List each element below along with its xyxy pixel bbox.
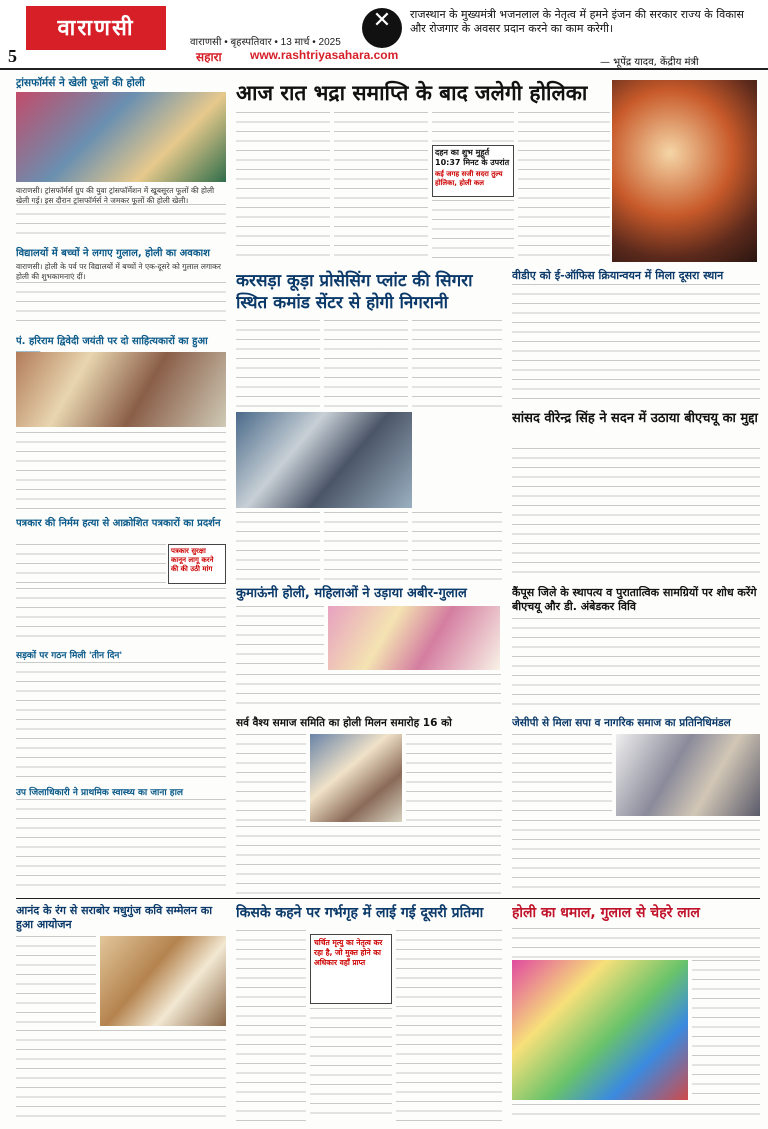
text-filler xyxy=(412,320,502,408)
text-filler xyxy=(16,1030,226,1122)
text-filler xyxy=(518,112,610,262)
text-filler xyxy=(324,320,408,408)
dateline: वाराणसी • बृहस्पतिवार • 13 मार्च • 2025 xyxy=(190,37,341,48)
text-filler xyxy=(236,674,501,710)
story-head-trophy: ट्रांसफॉर्मर्स ने खेली फूलों की होली xyxy=(16,77,145,89)
text-filler xyxy=(512,448,760,578)
text-filler xyxy=(236,606,324,670)
story-head-education: उप जिलाधिकारी ने प्राथमिक स्वास्थ्य का जाना हाल xyxy=(16,788,184,798)
dhamal-headline: होली का धमाल, गुलाल से चेहरे लाल xyxy=(512,905,700,921)
story-head-highway: सड़कों पर गठन मिली 'तीन दिन' xyxy=(16,651,123,661)
text-filler xyxy=(412,512,502,580)
text-filler xyxy=(512,928,760,958)
campus-headline: कैंपूस जिले के स्थापत्य व पुरातात्विक सामग्रियों पर शोध करेंगे बीएचयू और डी. अंबेडकर विवि xyxy=(512,586,757,613)
story-head-journalist: पत्रकार की निर्मम हत्या से आक्रोशित पत्रकारों का प्रदर्शन xyxy=(16,518,221,529)
text-filler xyxy=(310,1008,392,1122)
text-filler xyxy=(16,432,226,510)
photo-holi-celebration xyxy=(512,960,688,1100)
section-divider xyxy=(16,898,760,899)
photo-command-center xyxy=(236,412,412,508)
statue-callout: चर्चित मृत्यु का नेतृत्व कर रहा है, जो मुक्त होने का अधिकार वहाँ प्राप्त xyxy=(310,934,392,1004)
masthead xyxy=(0,0,768,70)
text-filler xyxy=(236,734,306,822)
photo-kumaoni-holi xyxy=(328,606,500,670)
page-number: 5 xyxy=(8,46,17,66)
text-filler xyxy=(16,282,226,328)
text-filler xyxy=(396,930,502,1122)
text-filler xyxy=(16,662,226,782)
story-head-school: विद्यालयों में बच्चों ने लगाए गुलाल, होली का अवकाश xyxy=(16,248,210,259)
reporter-callout: पत्रकार सुरक्षा कानून लागू करने की की उठी मांग xyxy=(168,544,226,584)
text-filler xyxy=(236,930,306,1122)
statue-headline: किसके कहने पर गर्भगृह में लाई गई दूसरी प्रतिमा xyxy=(236,905,484,921)
anand-headline: आनंद के रंग से सराबोर मधुगुंज कवि सम्मेलन का हुआ आयोजन xyxy=(16,904,213,931)
story-head-satire: पं. हरिराम द्विवेदी जयंती पर दो साहित्यकारों का हुआ xyxy=(16,336,208,347)
muhurat-sub: कई जगह सजी सदरा तुल्य होलिका, होली कल xyxy=(435,170,503,187)
vaishya-headline: सर्व वैश्य समाज समिति का होली मिलन समारोह 16 को xyxy=(236,717,452,729)
text-filler xyxy=(16,204,226,242)
photo-sahityakar-samman xyxy=(16,352,226,427)
photo-kavi-sammelan xyxy=(100,936,226,1026)
text-filler xyxy=(512,1104,760,1122)
text-filler xyxy=(16,799,226,893)
text-filler xyxy=(406,734,502,822)
text-filler xyxy=(692,960,760,1100)
text-filler xyxy=(236,512,320,580)
text-filler xyxy=(236,320,320,408)
photo-jcp-meeting xyxy=(616,734,760,816)
text-filler xyxy=(236,112,330,262)
text-filler xyxy=(512,820,760,894)
paper-name: सहारा xyxy=(196,50,222,64)
text-filler xyxy=(512,734,612,816)
text-filler xyxy=(16,588,226,644)
photo-holika-effigy xyxy=(612,80,757,262)
jcp-headline: जेसीपी से मिला सपा व नागरिक समाज का प्रतिनिधिमंडल xyxy=(512,717,731,729)
text-filler xyxy=(512,618,760,710)
section-brand: वाराणसी xyxy=(26,6,166,50)
text-filler xyxy=(334,112,428,262)
story-body-school: वाराणसी। होली के पर्व पर विद्यालयों में बच्चों ने एक-दूसरे को गुलाल लगाकर होली की शुभकामनाएं दीं। xyxy=(16,262,221,281)
photo-vaishya-samaj xyxy=(310,734,402,822)
text-filler xyxy=(236,826,501,894)
text-filler xyxy=(16,544,166,584)
text-filler xyxy=(432,200,514,262)
kumaoni-headline: कुमाऊंनी होली, महिलाओं ने उड़ाया अबीर-गुलाल xyxy=(236,586,467,601)
muhurat-callout xyxy=(432,145,514,197)
text-filler xyxy=(432,112,514,142)
vda-headline: वीडीए को ई-ऑफिस क्रियान्वयन में मिला दूसरा स्थान xyxy=(512,269,724,282)
mp-headline: सांसद वीरेन्द्र सिंह ने सदन में उठाया बीएचयू का मुद्दा xyxy=(512,411,758,426)
quote-author: — भूपेंद्र यादव, केंद्रीय मंत्री xyxy=(600,57,699,68)
quote-text: राजस्थान के मुख्यमंत्री भजनलाल के नेतृत्व में हमने इंजन की सरकार राज्य के विकास और रोजगार के अवसर प्रदान करने का काम करेगी। xyxy=(410,8,744,35)
photo-trophy-holi xyxy=(16,92,226,182)
muhurat-text: दहन का शुभ मुहूर्त 10:37 मिनट के उपरांत xyxy=(435,148,510,167)
x-logo-icon: ✕ xyxy=(362,8,402,48)
site-url[interactable]: www.rashtriyasahara.com xyxy=(250,48,399,62)
plant-headline: करसड़ा कूड़ा प्रोसेसिंग प्लांट की सिगरा स्थित कमांड सेंटर से होगी निगरानी xyxy=(236,271,473,313)
lead-headline: आज रात भद्रा समाप्ति के बाद जलेगी होलिका xyxy=(236,81,588,105)
text-filler xyxy=(16,936,96,1026)
text-filler xyxy=(324,512,408,580)
story-body-trophy: वाराणसी। ट्रांसफॉर्मर्स ग्रुप की युवा ट्रांसफॉर्मेशन में खूबसूरत फूलों की होली खेली गई। इस दौरान ट्रांसफॉर्मर्स ने जमकर फूलों की होली खेली। xyxy=(16,186,215,205)
text-filler xyxy=(512,284,760,402)
